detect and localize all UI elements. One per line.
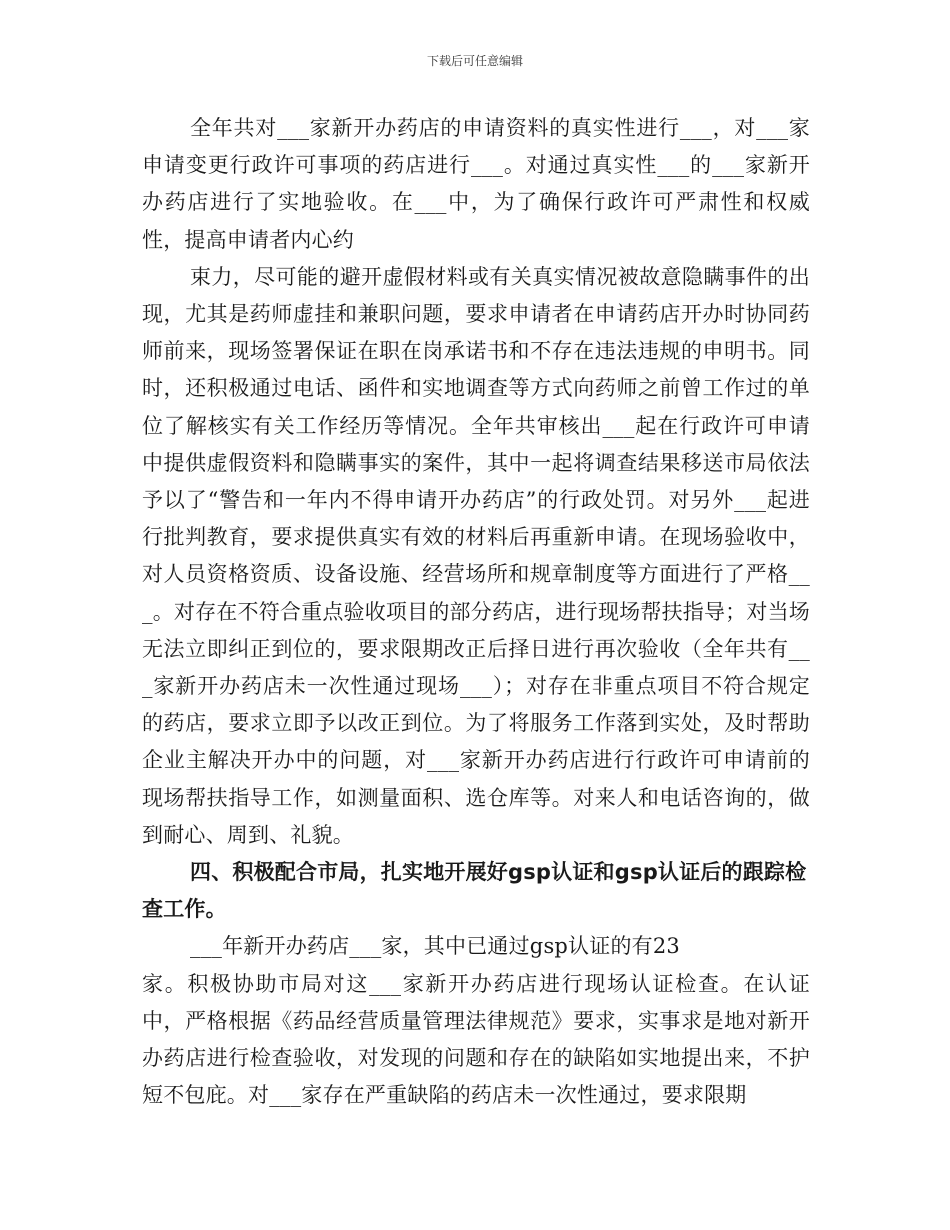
paragraph: ___年新开办药店___家，其中已通过gsp认证的有23 — [190, 934, 680, 959]
paragraph: 家。积极协助市局对这___家新开办药店进行现场认证检查。在认证中，严格根据《药品经营质量管理法律规范》要求，实事求是地对新开办药店进行检查验收，对发现的问题和存在的缺陷如实地提出来，不护短不包庇。对___家存在严重缺陷的药店未一次性通过，要求限期 — [142, 971, 810, 1108]
section-heading: 四、积极配合市局，扎实地开展好gsp认证和gsp认证后的跟踪检查工作。 — [142, 860, 807, 922]
paragraph: 全年共对___家新开办药店的申请资料的真实性进行___，对___家申请变更行政许可事项的药店进行___。对通过真实性___的___家新开办药店进行了实地验收。在___中，为了确保行政许可严肃性和权威性，提高申请者内心约 — [142, 116, 810, 252]
page-header: 下载后可任意编辑 — [426, 54, 523, 68]
document-body — [142, 110, 810, 1114]
paragraph: 束力，尽可能的避开虚假材料或有关真实情况被故意隐瞒事件的出现，尤其是药师虚挂和兼职问题，要求申请者在申请药店开办时协同药师前来，现场签署保证在职在岗承诺书和不存在违法违规的申明书。同时，还积极通过电话、函件和实地调查等方式向药师之前曾工作过的单位了解核实有关工作经历等情况。全年共审核出___起在行政许可申请中提供虚假资料和隐瞒事实的案件，其中一起将调查结果移送市局依法予以了“警告和一年内不得申请开办药店”的行政处罚。对另外___起进行批判教育，要求提供真实有效的材料后再重新申请。在现场验收中，对人员资格资质、设备设施、经营场所和规章制度等方面进行了严格___。对存在不符合重点验收项目的部分药店，进行现场帮扶指导；对当场无法立即纠正到位的，要求限期改正后择日进行再次验收（全年共有___家新开办药店未一次性通过现场___）；对存在非重点项目不符合规定的药店，要求立即予以改正到位。为了将服务工作落到实处，及时帮助企业主解决开办中的问题，对___家新开办药店进行行政许可申请前的现场帮扶指导工作，如测量面积、选仓库等。对来人和电话咨询的，做到耐心、周到、礼貌。 — [142, 264, 810, 847]
